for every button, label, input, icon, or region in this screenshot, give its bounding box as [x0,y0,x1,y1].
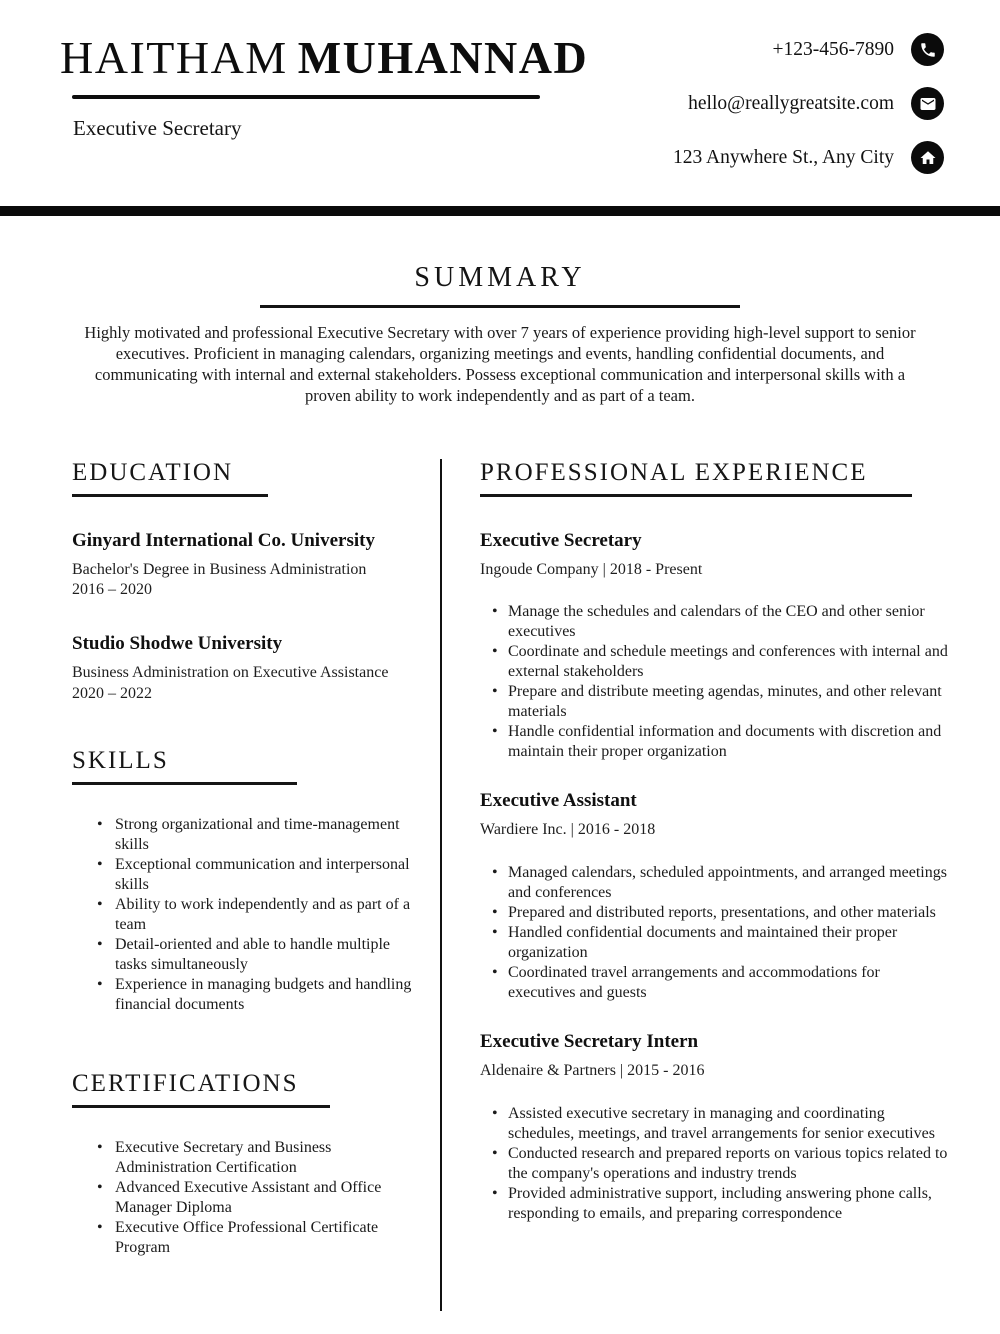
job-duty-item: • Handled confidential documents and maintained their proper organization [492,923,950,963]
certifications-list [97,1138,412,1258]
education-years: 2016 – 2020 [72,581,152,599]
right-column [480,459,950,1311]
summary-heading-underline [260,305,740,308]
certification-item: • Advanced Executive Assistant and Office Manager Diploma [97,1178,412,1218]
job-title: Executive Secretary Intern [480,1031,699,1052]
education-entry [72,633,412,704]
job-duty-item: • Prepare and distribute meeting agendas, minutes, and other relevant materials [492,682,950,722]
school-name: Studio Shodwe University [72,633,283,655]
phone-number: +123-456-7890 [772,38,894,60]
job-entry [480,790,950,1003]
contact-block [673,30,944,206]
job-entry [480,1031,950,1224]
job-duty-item: • Provided administrative support, including answering phone calls, responding to emails, and preparing correspondence [492,1184,950,1224]
certifications-heading-underline [72,1105,330,1108]
job-duties-list [492,1104,950,1224]
skills-section [72,747,412,1015]
job-duty-item: • Conducted research and prepared reports on various topics related to the company's operations and industry trends [492,1144,950,1184]
school-name: Ginyard International Co. University [72,529,375,551]
skills-heading: SKILLS [72,746,169,774]
job-duty-item: • Managed calendars, scheduled appointments, and arranged meetings and conferences [492,863,950,903]
job-entry [480,530,950,763]
person-job-title: Executive Secretary [73,116,242,140]
job-title: Executive Secretary [480,529,642,551]
job-duty-item: • Prepared and distributed reports, presentations, and other materials [492,903,950,923]
header-divider-bar [0,206,1000,216]
skills-heading-underline [72,782,297,785]
job-title: Executive Assistant [480,790,637,812]
education-section [72,459,412,705]
street-address: 123 Anywhere St., Any City [672,146,894,168]
skill-item: • Experience in managing budgets and handling financial documents [97,975,412,1015]
person-first-name: HAITHAM [60,32,288,83]
body-columns [0,459,1000,1311]
job-duty-item: • Coordinated travel arrangements and accommodations for executives and guests [492,963,950,1003]
left-column [72,459,412,1311]
header [0,0,1000,206]
skill-item: • Ability to work independently and as part of a team [97,895,412,935]
job-duty-item: • Manage the schedules and calendars of the CEO and other senior executives [492,602,950,642]
contact-row-email [688,87,944,120]
certification-item: • Executive Secretary and Business Administration Certification [97,1138,412,1178]
name-underline [72,95,540,99]
envelope-icon [911,87,944,120]
skill-item: • Detail-oriented and able to handle multiple tasks simultaneously [97,935,412,975]
column-divider [440,459,442,1311]
experience-heading: PROFESSIONAL EXPERIENCE [480,458,868,486]
education-heading: EDUCATION [72,458,234,486]
person-name [60,30,588,86]
skill-item: • Strong organizational and time-management skills [97,815,412,855]
header-identity [60,30,588,206]
summary-section [0,216,1000,407]
job-duty-item: • Handle confidential information and documents with discretion and maintain their proper organization [492,722,950,762]
job-duties-list [492,602,950,762]
education-entry [72,530,412,601]
experience-section [480,459,950,1224]
education-heading-underline [72,494,268,497]
summary-text: Highly motivated and professional Executive Secretary with over 7 years of experience providing high-level support to senior executives. Proficient in managing calendars, organizing meetings and events, handling confidential documents, and communicating with internal and external stakeholders. Possess exceptional communication and interpersonal skills with a proven ability to work independently and as part of a team. [84,323,916,405]
certifications-section [72,1070,412,1258]
skill-item: • Exceptional communication and interpersonal skills [97,855,412,895]
degree-name: Business Administration on Executive Assistance [72,664,389,681]
person-last-name: MUHANNAD [297,32,589,83]
skills-list [97,815,412,1015]
job-company-dates: Aldenaire & Partners | 2015 - 2016 [480,1061,705,1079]
summary-heading: SUMMARY [414,262,586,293]
email-address: hello@reallygreatsite.com [688,92,894,114]
certifications-heading: CERTIFICATIONS [72,1069,299,1097]
job-duty-item: • Coordinate and schedule meetings and conferences with internal and external stakeholders [492,642,950,682]
job-duty-item: • Assisted executive secretary in managing and coordinating schedules, meetings, and travel arrangements for senior executives [492,1104,950,1144]
home-icon [911,141,944,174]
degree-name: Bachelor's Degree in Business Administration [72,560,367,578]
phone-icon [911,33,944,66]
certification-item: • Executive Office Professional Certificate Program [97,1218,412,1258]
experience-heading-underline [480,494,912,497]
job-duties-list [492,863,950,1003]
contact-row-address [673,141,944,174]
job-company-dates: Ingoude Company | 2018 - Present [480,560,703,578]
contact-row-phone [773,33,945,66]
job-company-dates: Wardiere Inc. | 2016 - 2018 [480,821,656,839]
education-years: 2020 – 2022 [72,684,152,702]
